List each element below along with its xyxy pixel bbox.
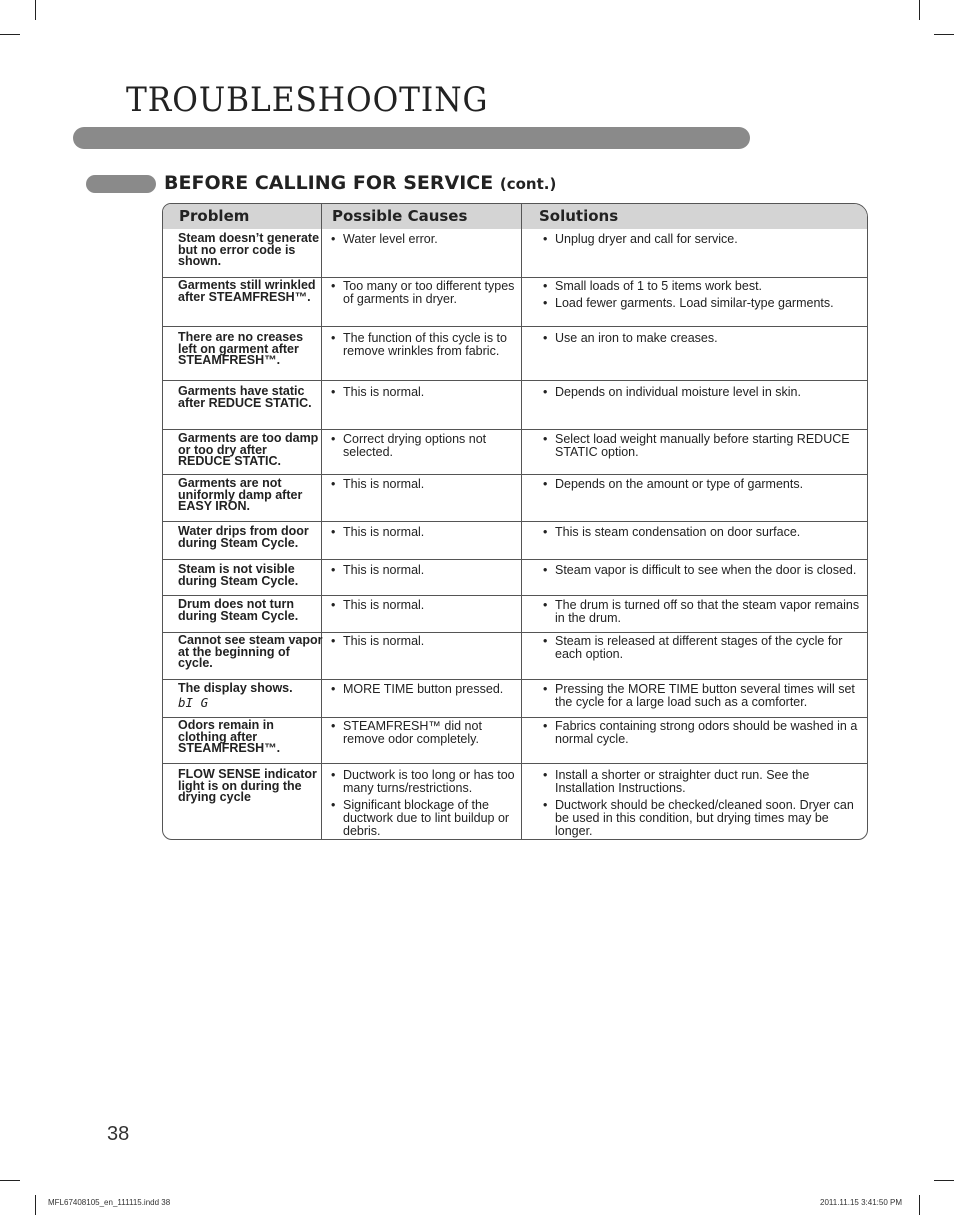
crop-mark <box>0 34 20 35</box>
solution-item: • The drum is turned off so that the steam vapor remains in the drum. <box>541 599 863 625</box>
problem-cell <box>178 332 323 367</box>
section-marker <box>86 175 156 193</box>
causes-cell <box>329 635 515 652</box>
problem-text: Steam doesn’t generate but no error code is shown. <box>178 231 320 269</box>
crop-mark <box>35 1195 36 1215</box>
causes-cell <box>329 280 515 310</box>
problem-cell <box>178 635 323 670</box>
cause-item: • This is normal. <box>329 386 515 399</box>
problem-text: The display shows. <box>178 681 293 695</box>
row-divider <box>163 429 867 430</box>
row-divider <box>163 326 867 327</box>
row-divider <box>163 559 867 560</box>
solution-item: • Small loads of 1 to 5 items work best. <box>541 280 863 293</box>
problem-cell <box>178 564 323 587</box>
cause-item: • Water level error. <box>329 233 515 246</box>
problem-text: Steam is not visible during Steam Cycle. <box>178 562 299 588</box>
solution-item: • Ductwork should be checked/cleaned soon. Dryer can be used in this condition, but drying times may be longer. <box>541 799 863 838</box>
causes-cell <box>329 332 515 362</box>
row-divider <box>163 763 867 764</box>
page-number: 38 <box>107 1123 130 1145</box>
header-problem: Problem <box>179 207 250 225</box>
cause-item: • Too many or too different types of garments in dryer. <box>329 280 515 306</box>
crop-mark <box>919 0 920 20</box>
solution-item: • Install a shorter or straighter duct run. See the Installation Instructions. <box>541 769 863 795</box>
solutions-cell <box>541 769 863 840</box>
problem-cell <box>178 526 323 549</box>
table-header <box>163 204 867 229</box>
solutions-cell <box>541 720 863 750</box>
causes-cell <box>329 769 515 840</box>
cause-item: • Ductwork is too long or has too many turns/restrictions. <box>329 769 515 795</box>
causes-cell <box>329 478 515 495</box>
header-solutions: Solutions <box>539 207 619 225</box>
solutions-cell <box>541 526 863 543</box>
problem-cell <box>178 683 323 708</box>
solutions-cell <box>541 599 863 629</box>
problem-cell <box>178 720 323 755</box>
solutions-cell <box>541 280 863 314</box>
footer-timestamp: 2011.11.15 3:41:50 PM <box>820 1198 902 1207</box>
solution-item: • Pressing the MORE TIME button several times will set the cycle for a large load such as a comforter. <box>541 683 863 709</box>
solution-item: • Steam vapor is difficult to see when the door is closed. <box>541 564 863 577</box>
problem-text: Garments still wrinkled after STEAMFRESH™. <box>178 278 316 304</box>
header-causes: Possible Causes <box>332 207 468 225</box>
solution-item: • Select load weight manually before starting REDUCE STATIC option. <box>541 433 863 459</box>
causes-cell <box>329 599 515 616</box>
troubleshooting-table <box>162 203 868 840</box>
solution-item: • Depends on the amount or type of garments. <box>541 478 863 491</box>
cause-item: • MORE TIME button pressed. <box>329 683 515 696</box>
causes-cell <box>329 233 515 250</box>
title-rule <box>73 127 750 149</box>
problem-text: Garments have static after REDUCE STATIC. <box>178 384 312 410</box>
causes-cell <box>329 433 515 463</box>
solution-item: • Steam is released at different stages of the cycle for each option. <box>541 635 863 661</box>
solutions-cell <box>541 635 863 665</box>
problem-cell <box>178 599 323 622</box>
problem-text: Garments are too damp or too dry after REDUCE STATIC. <box>178 431 319 469</box>
row-divider <box>163 521 867 522</box>
problem-text: There are no creases left on garment after STEAMFRESH™. <box>178 330 304 368</box>
causes-cell <box>329 386 515 403</box>
causes-cell <box>329 526 515 543</box>
problem-text: Drum does not turn during Steam Cycle. <box>178 597 299 623</box>
row-divider <box>163 595 867 596</box>
crop-mark <box>35 0 36 20</box>
footer-file: MFL67408105_en_111115.indd 38 <box>48 1198 171 1207</box>
solutions-cell <box>541 233 863 250</box>
problem-text: Cannot see steam vapor at the beginning of cycle. <box>178 633 323 671</box>
problem-cell <box>178 769 323 804</box>
solution-item: • Depends on individual moisture level in skin. <box>541 386 863 399</box>
row-divider <box>163 679 867 680</box>
solution-item: • Unplug dryer and call for service. <box>541 233 863 246</box>
crop-mark <box>934 34 954 35</box>
problem-cell <box>178 280 323 303</box>
solution-item: • Load fewer garments. Load similar-type garments. <box>541 297 863 310</box>
causes-cell <box>329 564 515 581</box>
cause-item: • This is normal. <box>329 564 515 577</box>
cause-item: • This is normal. <box>329 635 515 648</box>
solutions-cell <box>541 683 863 713</box>
problem-cell <box>178 433 323 468</box>
problem-text: Water drips from door during Steam Cycle. <box>178 524 309 550</box>
cause-item: • This is normal. <box>329 599 515 612</box>
section-title-suffix: (cont.) <box>499 175 557 193</box>
problem-text: FLOW SENSE indicator light is on during the drying cycle <box>178 767 317 805</box>
crop-mark <box>934 1180 954 1181</box>
cause-item: • This is normal. <box>329 526 515 539</box>
cause-item: • Significant blockage of the ductwork due to lint buildup or debris. <box>329 799 515 838</box>
problem-cell <box>178 386 323 409</box>
display-code: bI G <box>178 694 209 710</box>
causes-cell <box>329 683 515 700</box>
row-divider <box>163 474 867 475</box>
solution-item: • This is steam condensation on door surface. <box>541 526 863 539</box>
section-title-text: BEFORE CALLING FOR SERVICE <box>164 172 494 194</box>
solutions-cell <box>541 478 863 495</box>
causes-cell <box>329 720 515 750</box>
crop-mark <box>919 1195 920 1215</box>
solutions-cell <box>541 433 863 463</box>
problem-cell <box>178 478 323 513</box>
row-divider <box>163 380 867 381</box>
problem-text: Garments are not uniformly damp after EASY IRON. <box>178 476 303 514</box>
problem-cell <box>178 233 323 268</box>
solutions-cell <box>541 332 863 349</box>
solutions-cell <box>541 564 863 581</box>
section-title <box>164 172 556 194</box>
cause-item: • Correct drying options not selected. <box>329 433 515 459</box>
solution-item: • Use an iron to make creases. <box>541 332 863 345</box>
solution-item: • Fabrics containing strong odors should be washed in a normal cycle. <box>541 720 863 746</box>
solutions-cell <box>541 386 863 403</box>
problem-text: Odors remain in clothing after STEAMFRESH™. <box>178 718 281 756</box>
crop-mark <box>0 1180 20 1181</box>
page-title: TROUBLESHOOTING <box>126 80 489 120</box>
cause-item: • This is normal. <box>329 478 515 491</box>
cause-item: • STEAMFRESH™ did not remove odor completely. <box>329 720 515 746</box>
cause-item: • The function of this cycle is to remove wrinkles from fabric. <box>329 332 515 358</box>
